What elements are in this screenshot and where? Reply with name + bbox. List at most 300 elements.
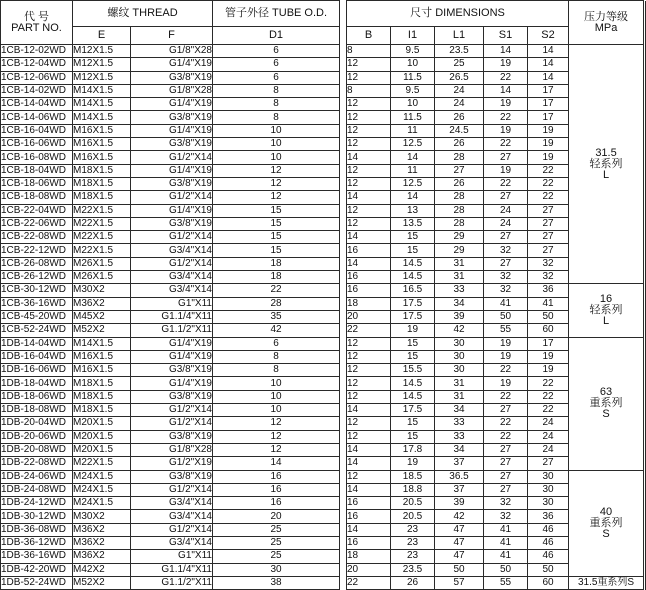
dim-s2-cell: 22: [528, 390, 569, 403]
dim-l1-cell: 28: [435, 217, 484, 230]
dim-s2-cell: 22: [528, 191, 569, 204]
dim-i1-cell: 17.5: [391, 297, 435, 310]
dim-i1-cell: 10: [391, 58, 435, 71]
spacer-cell: [340, 111, 347, 124]
dim-b-cell: 16: [347, 510, 391, 523]
table-row: [1, 98, 646, 111]
spacer-cell: [340, 337, 347, 350]
thread-e-cell: M42X2: [73, 563, 131, 576]
dim-b-cell: 14: [347, 151, 391, 164]
thread-f-cell: G1/2"X14: [131, 417, 213, 430]
thread-e-cell: M14X1.5: [73, 98, 131, 111]
tube-od-cell: 10: [213, 404, 340, 417]
thread-f-cell: G1/2"X14: [131, 151, 213, 164]
table-row: [1, 204, 646, 217]
dim-b-cell: 12: [347, 430, 391, 443]
thread-e-cell: M22X1.5: [73, 231, 131, 244]
dim-s2-cell: 27: [528, 457, 569, 470]
part-no-cell: 1DB-16-06WD: [1, 364, 73, 377]
thread-e-cell: M52X2: [73, 576, 131, 589]
spacer-cell: [340, 364, 347, 377]
edge-cell: [644, 364, 646, 377]
spacer-cell: [340, 523, 347, 536]
dim-s1-cell: 22: [484, 390, 528, 403]
dim-s1-cell: 27: [484, 257, 528, 270]
dim-s1-cell: 32: [484, 497, 528, 510]
dim-l1-cell: 42: [435, 510, 484, 523]
part-no-cell: 1CB-52-24WD: [1, 324, 73, 337]
dim-s2-cell: 24: [528, 417, 569, 430]
dim-i1-cell: 12.5: [391, 177, 435, 190]
dim-i1-cell: 11.5: [391, 111, 435, 124]
thread-e-cell: M16X1.5: [73, 350, 131, 363]
dim-l1-cell: 39: [435, 497, 484, 510]
tube-od-cell: 8: [213, 98, 340, 111]
table-row: [1, 271, 646, 284]
thread-f-cell: G3/8"X19: [131, 470, 213, 483]
thread-f-cell: G3/8"X19: [131, 177, 213, 190]
thread-e-cell: M16X1.5: [73, 124, 131, 137]
dim-i1-cell: 12.5: [391, 138, 435, 151]
dim-l1-cell: 42: [435, 324, 484, 337]
dim-l1-cell: 24: [435, 98, 484, 111]
header-e: E: [73, 27, 131, 45]
spacer-cell: [340, 497, 347, 510]
dim-b-cell: 12: [347, 337, 391, 350]
spacer-cell: [340, 510, 347, 523]
thread-e-cell: M14X1.5: [73, 84, 131, 97]
pressure-line: 轻系列: [589, 303, 623, 316]
thread-f-cell: G3/4"X14: [131, 510, 213, 523]
dim-s1-cell: 32: [484, 271, 528, 284]
thread-e-cell: M36X2: [73, 550, 131, 563]
dim-s2-cell: 27: [528, 244, 569, 257]
edge-cell: [644, 443, 646, 456]
dim-l1-cell: 34: [435, 404, 484, 417]
thread-f-cell: G1/8"X28: [131, 443, 213, 456]
table-row: [1, 497, 646, 510]
dim-s2-cell: 22: [528, 377, 569, 390]
dim-b-cell: 12: [347, 470, 391, 483]
dim-b-cell: 12: [347, 111, 391, 124]
thread-e-cell: M24X1.5: [73, 483, 131, 496]
table-row: [1, 151, 646, 164]
dim-s1-cell: 50: [484, 563, 528, 576]
part-no-cell: 1CB-45-20WD: [1, 310, 73, 323]
dim-i1-cell: 23: [391, 536, 435, 549]
table-row: [1, 470, 646, 483]
dim-s1-cell: 41: [484, 550, 528, 563]
header-part-no-cn: 代 号: [23, 10, 50, 23]
dim-l1-cell: 30: [435, 350, 484, 363]
dim-i1-cell: 14.5: [391, 271, 435, 284]
edge-cell: [644, 164, 646, 177]
thread-f-cell: G3/8"X19: [131, 430, 213, 443]
table-row: [1, 364, 646, 377]
tube-od-cell: 8: [213, 84, 340, 97]
spacer-cell: [340, 550, 347, 563]
dim-s1-cell: 32: [484, 510, 528, 523]
part-no-cell: 1DB-16-04WD: [1, 350, 73, 363]
spacer-cell: [340, 151, 347, 164]
tube-od-cell: 6: [213, 45, 340, 58]
dim-s1-cell: 27: [484, 151, 528, 164]
thread-e-cell: M30X2: [73, 284, 131, 297]
part-no-cell: 1DB-22-08WD: [1, 457, 73, 470]
dim-s1-cell: 32: [484, 244, 528, 257]
part-no-cell: 1CB-36-16WD: [1, 297, 73, 310]
table-row: [1, 483, 646, 496]
thread-f-cell: G1/2"X14: [131, 231, 213, 244]
pressure-line: 轻系列: [589, 157, 623, 170]
dim-l1-cell: 39: [435, 310, 484, 323]
thread-f-cell: G1/8"X28: [131, 45, 213, 58]
dim-l1-cell: 26: [435, 177, 484, 190]
thread-f-cell: G1/4"X19: [131, 98, 213, 111]
dim-s2-cell: 22: [528, 164, 569, 177]
tube-od-cell: 6: [213, 58, 340, 71]
thread-e-cell: M22X1.5: [73, 217, 131, 230]
dim-s1-cell: 19: [484, 98, 528, 111]
dim-i1-cell: 15: [391, 244, 435, 257]
dim-i1-cell: 20.5: [391, 497, 435, 510]
dim-i1-cell: 15: [391, 417, 435, 430]
dim-l1-cell: 26.5: [435, 71, 484, 84]
dim-b-cell: 12: [347, 377, 391, 390]
dim-s2-cell: 27: [528, 204, 569, 217]
pressure-line: 31.5重系列S: [577, 577, 635, 589]
pressure-group-cell: [569, 576, 644, 589]
header-part-no: [1, 1, 73, 45]
table-row: [1, 244, 646, 257]
edge-cell: [644, 497, 646, 510]
table-row: [1, 523, 646, 536]
dim-s2-cell: 30: [528, 483, 569, 496]
thread-f-cell: G1.1/2"X11: [131, 576, 213, 589]
header-spacer: [340, 1, 347, 27]
dim-s1-cell: 27: [484, 457, 528, 470]
part-no-cell: 1DB-24-12WD: [1, 497, 73, 510]
dim-s2-cell: 22: [528, 404, 569, 417]
pressure-line: 40: [599, 505, 613, 518]
dim-s1-cell: 19: [484, 124, 528, 137]
dim-i1-cell: 11: [391, 164, 435, 177]
pressure-line: S: [602, 408, 610, 421]
dim-s2-cell: 46: [528, 523, 569, 536]
table-row: [1, 84, 646, 97]
thread-e-cell: M26X1.5: [73, 271, 131, 284]
header-i1: I1: [391, 27, 435, 45]
dim-s1-cell: 27: [484, 191, 528, 204]
spacer-cell: [340, 310, 347, 323]
edge-cell: [644, 98, 646, 111]
table-row: [1, 324, 646, 337]
table-row: [1, 350, 646, 363]
edge-cell: [644, 204, 646, 217]
dim-s1-cell: 19: [484, 350, 528, 363]
dim-s1-cell: 14: [484, 84, 528, 97]
thread-e-cell: M18X1.5: [73, 390, 131, 403]
table-row: [1, 563, 646, 576]
dim-s1-cell: 22: [484, 417, 528, 430]
tube-od-cell: 16: [213, 470, 340, 483]
part-no-cell: 1CB-12-06WD: [1, 71, 73, 84]
spacer-cell: [340, 404, 347, 417]
header-tube-od: 管子外径 TUBE O.D.: [213, 1, 340, 27]
thread-f-cell: G1/2"X14: [131, 483, 213, 496]
thread-e-cell: M12X1.5: [73, 71, 131, 84]
part-no-cell: 1CB-26-12WD: [1, 271, 73, 284]
part-no-cell: 1CB-18-04WD: [1, 164, 73, 177]
dim-i1-cell: 17.5: [391, 310, 435, 323]
part-no-cell: 1CB-18-06WD: [1, 177, 73, 190]
table-row: [1, 536, 646, 549]
spacer-cell: [340, 244, 347, 257]
dim-i1-cell: 10: [391, 98, 435, 111]
part-no-cell: 1CB-30-12WD: [1, 284, 73, 297]
thread-e-cell: M52X2: [73, 324, 131, 337]
table-row: [1, 390, 646, 403]
thread-f-cell: G3/4"X14: [131, 497, 213, 510]
dim-b-cell: 16: [347, 244, 391, 257]
dim-b-cell: 20: [347, 310, 391, 323]
header-row-sub: [1, 27, 646, 45]
dim-b-cell: 22: [347, 576, 391, 589]
dim-s2-cell: 50: [528, 310, 569, 323]
dim-l1-cell: 33: [435, 430, 484, 443]
spacer-cell: [340, 58, 347, 71]
spacer-cell: [340, 470, 347, 483]
edge-cell: [644, 84, 646, 97]
dim-i1-cell: 20.5: [391, 510, 435, 523]
dim-b-cell: 12: [347, 417, 391, 430]
spacer-cell: [340, 98, 347, 111]
spacer-cell: [340, 84, 347, 97]
thread-f-cell: G1/4"X19: [131, 58, 213, 71]
dim-b-cell: 14: [347, 231, 391, 244]
dim-s1-cell: 22: [484, 430, 528, 443]
table-row: [1, 177, 646, 190]
edge-cell: [644, 563, 646, 576]
part-no-cell: 1DB-42-20WD: [1, 563, 73, 576]
part-no-cell: 1CB-22-04WD: [1, 204, 73, 217]
dim-i1-cell: 15: [391, 430, 435, 443]
pressure-line: 重系列: [589, 397, 623, 410]
dim-s2-cell: 27: [528, 217, 569, 230]
tube-od-cell: 15: [213, 231, 340, 244]
header-edge: [644, 27, 646, 45]
part-no-cell: 1DB-20-04WD: [1, 417, 73, 430]
dim-s1-cell: 19: [484, 377, 528, 390]
part-no-cell: 1CB-12-04WD: [1, 58, 73, 71]
thread-f-cell: G3/8"X19: [131, 111, 213, 124]
dim-i1-cell: 19: [391, 457, 435, 470]
dim-i1-cell: 18.5: [391, 470, 435, 483]
table-row: [1, 310, 646, 323]
dim-s2-cell: 19: [528, 364, 569, 377]
header-dimensions: 尺寸 DIMENSIONS: [347, 1, 569, 27]
header-l1: L1: [435, 27, 484, 45]
thread-e-cell: M18X1.5: [73, 404, 131, 417]
dim-s2-cell: 32: [528, 271, 569, 284]
pressure-line: L: [602, 314, 610, 327]
part-no-cell: 1CB-22-08WD: [1, 231, 73, 244]
thread-e-cell: M24X1.5: [73, 470, 131, 483]
thread-e-cell: M16X1.5: [73, 364, 131, 377]
dim-b-cell: 22: [347, 324, 391, 337]
edge-cell: [644, 390, 646, 403]
tube-od-cell: 38: [213, 576, 340, 589]
thread-e-cell: M14X1.5: [73, 111, 131, 124]
dim-i1-cell: 17.5: [391, 404, 435, 417]
dim-s1-cell: 22: [484, 364, 528, 377]
thread-e-cell: M20X1.5: [73, 430, 131, 443]
dim-l1-cell: 30: [435, 337, 484, 350]
dim-s2-cell: 17: [528, 84, 569, 97]
part-no-cell: 1CB-16-06WD: [1, 138, 73, 151]
dim-b-cell: 18: [347, 550, 391, 563]
dim-l1-cell: 47: [435, 550, 484, 563]
tube-od-cell: 8: [213, 364, 340, 377]
spacer-cell: [340, 138, 347, 151]
dim-l1-cell: 47: [435, 536, 484, 549]
part-no-cell: 1CB-14-06WD: [1, 111, 73, 124]
edge-cell: [644, 111, 646, 124]
edge-cell: [644, 177, 646, 190]
dim-l1-cell: 31: [435, 377, 484, 390]
dim-s2-cell: 41: [528, 297, 569, 310]
spacer-cell: [340, 217, 347, 230]
dim-i1-cell: 9.5: [391, 84, 435, 97]
tube-od-cell: 6: [213, 71, 340, 84]
thread-f-cell: G1.1/4"X11: [131, 563, 213, 576]
edge-cell: [644, 138, 646, 151]
thread-e-cell: M45X2: [73, 310, 131, 323]
dim-l1-cell: 34: [435, 443, 484, 456]
thread-f-cell: G3/8"X19: [131, 71, 213, 84]
pressure-group-cell: [569, 337, 644, 470]
spacer-cell: [340, 177, 347, 190]
dim-l1-cell: 34: [435, 297, 484, 310]
thread-f-cell: G1/2"X14: [131, 257, 213, 270]
dim-l1-cell: 37: [435, 483, 484, 496]
dim-l1-cell: 23.5: [435, 45, 484, 58]
dim-b-cell: 12: [347, 350, 391, 363]
dim-l1-cell: 29: [435, 244, 484, 257]
table-row: [1, 443, 646, 456]
spacer-cell: [340, 271, 347, 284]
dim-s1-cell: 27: [484, 443, 528, 456]
tube-od-cell: 30: [213, 563, 340, 576]
thread-f-cell: G3/4"X14: [131, 536, 213, 549]
dim-b-cell: 14: [347, 457, 391, 470]
part-no-cell: 1CB-14-02WD: [1, 84, 73, 97]
part-no-cell: 1DB-52-24WD: [1, 576, 73, 589]
dim-b-cell: 12: [347, 364, 391, 377]
dim-s1-cell: 41: [484, 536, 528, 549]
dim-s2-cell: 46: [528, 550, 569, 563]
table-row: [1, 191, 646, 204]
thread-e-cell: M30X2: [73, 510, 131, 523]
dim-i1-cell: 14: [391, 191, 435, 204]
spacer-cell: [340, 231, 347, 244]
edge-cell: [644, 350, 646, 363]
part-no-cell: 1CB-14-04WD: [1, 98, 73, 111]
tube-od-cell: 12: [213, 430, 340, 443]
thread-e-cell: M24X1.5: [73, 497, 131, 510]
tube-od-cell: 15: [213, 204, 340, 217]
dim-s2-cell: 36: [528, 284, 569, 297]
header-s2: S2: [528, 27, 569, 45]
dim-s2-cell: 36: [528, 510, 569, 523]
part-no-cell: 1DB-36-12WD: [1, 536, 73, 549]
dim-s1-cell: 24: [484, 217, 528, 230]
part-no-cell: 1CB-22-12WD: [1, 244, 73, 257]
thread-f-cell: G1/4"X19: [131, 164, 213, 177]
spacer-cell: [340, 71, 347, 84]
edge-cell: [644, 124, 646, 137]
dim-i1-cell: 11.5: [391, 71, 435, 84]
thread-e-cell: M18X1.5: [73, 164, 131, 177]
table-row: [1, 550, 646, 563]
dim-b-cell: 14: [347, 191, 391, 204]
edge-cell: [644, 337, 646, 350]
dim-b-cell: 12: [347, 390, 391, 403]
pressure-group-cell: [569, 470, 644, 576]
dim-b-cell: 16: [347, 271, 391, 284]
dim-i1-cell: 15.5: [391, 364, 435, 377]
edge-cell: [644, 217, 646, 230]
thread-e-cell: M22X1.5: [73, 204, 131, 217]
tube-od-cell: 10: [213, 390, 340, 403]
thread-f-cell: G1/4"X19: [131, 204, 213, 217]
thread-e-cell: M12X1.5: [73, 45, 131, 58]
dim-i1-cell: 19: [391, 324, 435, 337]
dim-l1-cell: 28: [435, 191, 484, 204]
dim-s2-cell: 60: [528, 324, 569, 337]
tube-od-cell: 12: [213, 443, 340, 456]
dim-b-cell: 12: [347, 164, 391, 177]
edge-cell: [644, 550, 646, 563]
spacer-cell: [340, 45, 347, 58]
thread-f-cell: G1.1/2"X11: [131, 324, 213, 337]
dim-s1-cell: 27: [484, 470, 528, 483]
dim-s2-cell: 46: [528, 536, 569, 549]
dim-s1-cell: 32: [484, 284, 528, 297]
thread-f-cell: G1/4"X19: [131, 337, 213, 350]
dim-s1-cell: 55: [484, 576, 528, 589]
header-pressure-unit: MPa: [594, 21, 618, 34]
part-no-cell: 1DB-30-12WD: [1, 510, 73, 523]
dim-b-cell: 12: [347, 98, 391, 111]
table-row: [1, 430, 646, 443]
part-no-cell: 1CB-22-06WD: [1, 217, 73, 230]
header-spacer: [340, 27, 347, 45]
header-thread: 螺纹 THREAD: [73, 1, 213, 27]
pressure-line: 16: [599, 292, 613, 305]
spacer-cell: [340, 257, 347, 270]
dim-b-cell: 14: [347, 404, 391, 417]
edge-cell: [644, 483, 646, 496]
dim-i1-cell: 23: [391, 550, 435, 563]
tube-od-cell: 25: [213, 550, 340, 563]
thread-f-cell: G1/2"X14: [131, 404, 213, 417]
tube-od-cell: 22: [213, 284, 340, 297]
dim-s2-cell: 50: [528, 563, 569, 576]
edge-cell: [644, 510, 646, 523]
edge-cell: [644, 457, 646, 470]
tube-od-cell: 25: [213, 536, 340, 549]
